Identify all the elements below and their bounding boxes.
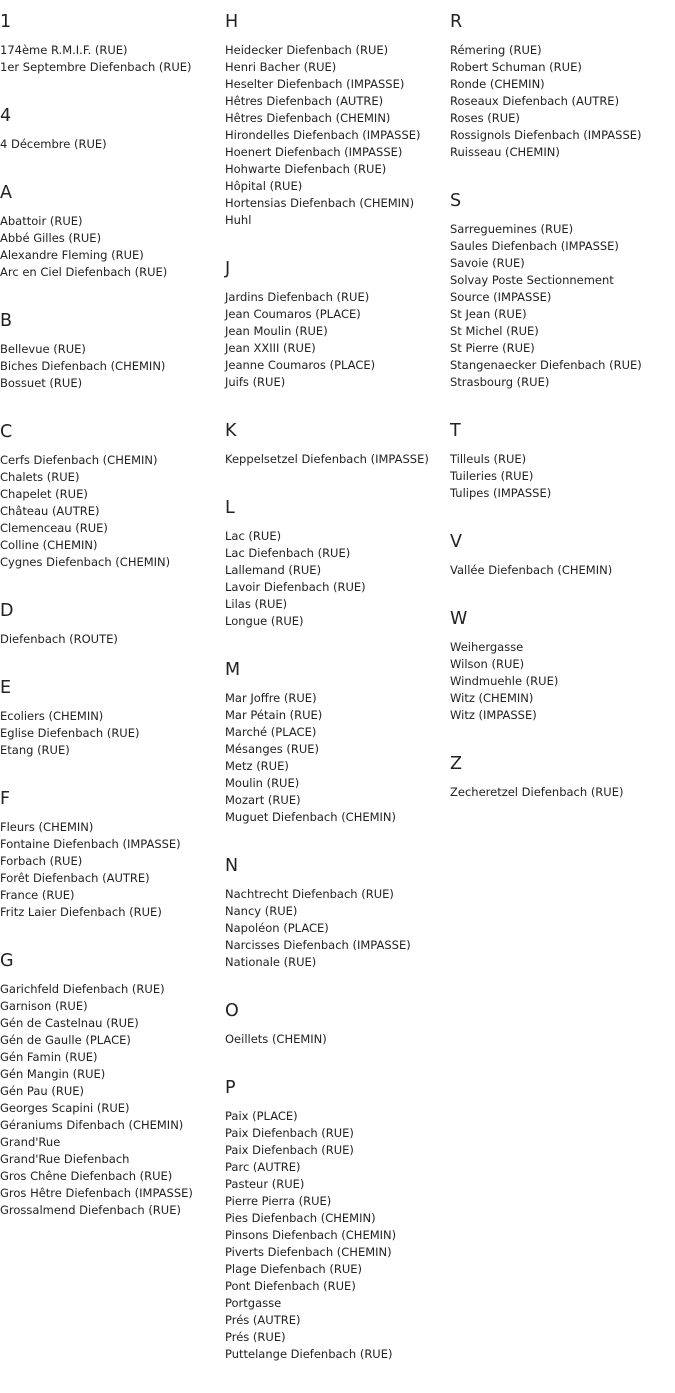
street-link[interactable]: Gén de Gaulle (PLACE) [0,1033,131,1047]
street-link[interactable]: Ronde (CHEMIN) [450,77,545,91]
street-list [225,1031,450,1048]
letter-heading: H [225,12,239,32]
street-link[interactable]: Arc en Ciel Diefenbach (RUE) [0,265,168,279]
street-list [0,213,225,281]
letter-group [450,754,675,801]
street-link[interactable]: Rossignols Diefenbach (IMPASSE) [450,128,642,142]
street-link[interactable]: Gén Pau (RUE) [0,1084,84,1098]
street-link[interactable]: Source (IMPASSE) [450,290,552,304]
street-link[interactable]: Solvay Poste Sectionnement [450,273,614,287]
street-list [225,1108,450,1363]
letter-group [225,1001,450,1048]
letter-group [225,421,450,468]
street-list [0,42,225,76]
street-list [0,981,225,1219]
street-list [450,221,675,391]
street-link[interactable]: Grand'Rue [0,1135,61,1149]
street-link[interactable]: Lilas (RUE) [225,597,288,611]
street-list [225,528,450,630]
letter-heading: O [225,1001,239,1021]
street-link[interactable]: Fontaine Diefenbach (IMPASSE) [0,837,181,851]
letter-heading: A [0,183,12,203]
letter-group [225,259,450,391]
street-link[interactable]: Marché (PLACE) [225,725,317,739]
letter-group [0,678,225,759]
street-link[interactable]: Prés (AUTRE) [225,1313,301,1327]
street-link[interactable]: Keppelsetzel Diefenbach (IMPASSE) [225,452,429,466]
street-list [450,562,675,579]
street-link[interactable]: 4 Décembre (RUE) [0,137,107,151]
street-link[interactable]: Weihergasse [450,640,524,654]
street-link[interactable]: Colline (CHEMIN) [0,538,98,552]
street-link[interactable]: Chapelet (RUE) [0,487,88,501]
letter-group [0,106,225,153]
street-link[interactable]: Hêtres Diefenbach (AUTRE) [225,94,384,108]
street-link[interactable]: Wilson (RUE) [450,657,525,671]
street-link[interactable]: Gros Hêtre Diefenbach (IMPASSE) [0,1186,193,1200]
street-link[interactable]: Tulipes (IMPASSE) [450,486,552,500]
street-link[interactable]: Hoenert Diefenbach (IMPASSE) [225,145,403,159]
street-link[interactable]: Strasbourg (RUE) [450,375,550,389]
street-link[interactable]: Abbé Gilles (RUE) [0,231,102,245]
street-link[interactable]: Portgasse [225,1296,282,1310]
street-link[interactable]: St Pierre (RUE) [450,341,535,355]
street-link[interactable]: Sarreguemines (RUE) [450,222,574,236]
letter-group [0,12,225,76]
street-link[interactable]: France (RUE) [0,888,75,902]
street-link[interactable]: Vallée Diefenbach (CHEMIN) [450,563,613,577]
street-link[interactable]: Muguet Diefenbach (CHEMIN) [225,810,397,824]
letter-heading: W [450,609,468,629]
street-link[interactable]: Alexandre Fleming (RUE) [0,248,144,262]
letter-group [450,532,675,579]
street-list [450,639,675,724]
letter-heading: D [0,601,14,621]
street-link[interactable]: St Michel (RUE) [450,324,539,338]
street-link[interactable]: Jean Moulin (RUE) [225,324,328,338]
street-link[interactable]: Tilleuls (RUE) [450,452,527,466]
index-column [450,0,675,831]
street-link[interactable]: Cygnes Diefenbach (CHEMIN) [0,555,171,569]
street-link[interactable]: 1er Septembre Diefenbach (RUE) [0,60,192,74]
street-link[interactable]: Hôpital (RUE) [225,179,303,193]
street-link[interactable]: Paix Diefenbach (RUE) [225,1126,354,1140]
street-link[interactable]: Huhl [225,213,252,227]
street-link[interactable]: Mar Pétain (RUE) [225,708,323,722]
letter-heading: 4 [0,106,12,126]
street-link[interactable]: Roseaux Diefenbach (AUTRE) [450,94,620,108]
letter-heading: R [450,12,463,32]
letter-heading: M [225,660,241,680]
letter-heading: L [225,498,235,518]
street-link[interactable]: Paix (PLACE) [225,1109,298,1123]
street-link[interactable]: Pont Diefenbach (RUE) [225,1279,356,1293]
letter-group [450,609,675,724]
letter-heading: T [450,421,461,441]
street-link[interactable]: Gén Mangin (RUE) [0,1067,106,1081]
street-link[interactable]: Fritz Laier Diefenbach (RUE) [0,905,162,919]
street-link[interactable]: Lallemand (RUE) [225,563,322,577]
index-column [225,0,450,1393]
street-link[interactable]: Hêtres Diefenbach (CHEMIN) [225,111,391,125]
street-link[interactable]: Savoie (RUE) [450,256,525,270]
street-list [450,784,675,801]
street-link[interactable]: Windmuehle (RUE) [450,674,559,688]
street-link[interactable]: Mozart (RUE) [225,793,301,807]
street-link[interactable]: Pasteur (RUE) [225,1177,305,1191]
street-list [225,42,450,229]
street-link[interactable]: Jean Coumaros (PLACE) [225,307,361,321]
street-link[interactable]: Parc (AUTRE) [225,1160,301,1174]
street-link[interactable]: Nancy (RUE) [225,904,298,918]
street-link[interactable]: Lavoir Diefenbach (RUE) [225,580,366,594]
street-link[interactable]: Hirondelles Diefenbach (IMPASSE) [225,128,421,142]
street-link[interactable]: Grand'Rue Diefenbach [0,1152,130,1166]
street-link[interactable]: Etang (RUE) [0,743,70,757]
street-link[interactable]: Ecoliers (CHEMIN) [0,709,104,723]
letter-group [225,660,450,826]
street-link[interactable]: Plage Diefenbach (RUE) [225,1262,363,1276]
street-link[interactable]: Forbach (RUE) [0,854,83,868]
street-link[interactable]: Moulin (RUE) [225,776,300,790]
letter-heading: C [0,422,13,442]
letter-heading: V [450,532,462,552]
street-link[interactable]: Eglise Diefenbach (RUE) [0,726,140,740]
street-link[interactable]: Mésanges (RUE) [225,742,319,756]
street-link[interactable]: Metz (RUE) [225,759,289,773]
street-link[interactable]: Robert Schuman (RUE) [450,60,582,74]
street-link[interactable]: 174ème R.M.I.F. (RUE) [0,43,128,57]
street-link[interactable]: Napoléon (PLACE) [225,921,329,935]
letter-heading: E [0,678,12,698]
street-link[interactable]: Piverts Diefenbach (CHEMIN) [225,1245,392,1259]
street-link[interactable]: Saules Diefenbach (IMPASSE) [450,239,619,253]
street-link[interactable]: Prés (RUE) [225,1330,286,1344]
street-link[interactable]: Gén de Castelnau (RUE) [0,1016,139,1030]
street-link[interactable]: Heselter Diefenbach (IMPASSE) [225,77,405,91]
street-link[interactable]: Witz (CHEMIN) [450,691,534,705]
street-link[interactable]: Georges Scapini (RUE) [0,1101,130,1115]
street-list [225,451,450,468]
letter-group [450,421,675,502]
letter-group [450,191,675,391]
street-link[interactable]: Pies Diefenbach (CHEMIN) [225,1211,376,1225]
letter-heading: K [225,421,237,441]
street-link[interactable]: Fleurs (CHEMIN) [0,820,94,834]
letter-group [225,1078,450,1363]
street-link[interactable]: Nationale (RUE) [225,955,317,969]
street-link[interactable]: Lac Diefenbach (RUE) [225,546,351,560]
street-link[interactable]: Oeillets (CHEMIN) [225,1032,327,1046]
street-list [0,819,225,921]
street-link[interactable]: Juifs (RUE) [225,375,286,389]
street-link[interactable]: Longue (RUE) [225,614,304,628]
letter-heading: Z [450,754,462,774]
street-list [225,690,450,826]
street-link[interactable]: Grossalmend Diefenbach (RUE) [0,1203,181,1217]
street-link[interactable]: Bossuet (RUE) [0,376,83,390]
street-link[interactable]: Cerfs Diefenbach (CHEMIN) [0,453,158,467]
street-link[interactable]: Mar Joffre (RUE) [225,691,317,705]
letter-group [0,789,225,921]
street-link[interactable]: Diefenbach (ROUTE) [0,632,118,646]
street-link[interactable]: Château (AUTRE) [0,504,100,518]
street-link[interactable]: Tuileries (RUE) [450,469,534,483]
street-list [450,451,675,502]
street-link[interactable]: Stangenaecker Diefenbach (RUE) [450,358,642,372]
letter-heading: P [225,1078,236,1098]
street-list [0,631,225,648]
letter-group [0,601,225,648]
street-list [0,452,225,571]
street-list [225,289,450,391]
street-list [0,708,225,759]
street-link[interactable]: Garichfeld Diefenbach (RUE) [0,982,165,996]
street-link[interactable]: Henri Bacher (RUE) [225,60,337,74]
street-link[interactable]: Biches Diefenbach (CHEMIN) [0,359,166,373]
street-link[interactable]: Garnison (RUE) [0,999,88,1013]
street-link[interactable]: Gros Chêne Diefenbach (RUE) [0,1169,173,1183]
street-link[interactable]: Jardins Diefenbach (RUE) [225,290,370,304]
street-link[interactable]: Zecheretzel Diefenbach (RUE) [450,785,624,799]
street-link[interactable]: Ruisseau (CHEMIN) [450,145,560,159]
street-list [225,886,450,971]
letter-heading: J [225,259,231,279]
street-link[interactable]: Hortensias Diefenbach (CHEMIN) [225,196,415,210]
letter-heading: S [450,191,462,211]
letter-group [225,12,450,229]
street-link[interactable]: Puttelange Diefenbach (RUE) [225,1347,393,1361]
street-link[interactable]: Heidecker Diefenbach (RUE) [225,43,389,57]
street-link[interactable]: Chalets (RUE) [0,470,80,484]
street-link[interactable]: Jeanne Coumaros (PLACE) [225,358,376,372]
street-link[interactable]: Hohwarte Diefenbach (RUE) [225,162,387,176]
letter-group [225,856,450,971]
street-link[interactable]: Jean XXIII (RUE) [225,341,316,355]
letter-group [0,951,225,1219]
street-link[interactable]: Paix Diefenbach (RUE) [225,1143,354,1157]
street-link[interactable]: Rémering (RUE) [450,43,542,57]
street-link[interactable]: Pierre Pierra (RUE) [225,1194,332,1208]
street-link[interactable]: Gén Famin (RUE) [0,1050,98,1064]
letter-heading: G [0,951,14,971]
street-link[interactable]: Narcisses Diefenbach (IMPASSE) [225,938,411,952]
street-list [450,42,675,161]
street-link[interactable]: Lac (RUE) [225,529,282,543]
letter-heading: 1 [0,12,12,32]
street-link[interactable]: Witz (IMPASSE) [450,708,537,722]
street-link[interactable]: Abattoir (RUE) [0,214,83,228]
street-list [0,341,225,392]
street-link[interactable]: Pinsons Diefenbach (CHEMIN) [225,1228,397,1242]
letter-heading: B [0,311,13,331]
street-link[interactable]: Bellevue (RUE) [0,342,86,356]
letter-group [0,422,225,571]
street-link[interactable]: Forêt Diefenbach (AUTRE) [0,871,150,885]
street-list [0,136,225,153]
index-column [0,0,225,1249]
street-link[interactable]: St Jean (RUE) [450,307,527,321]
letter-group [450,12,675,161]
letter-group [0,183,225,281]
letter-group [0,311,225,392]
letter-heading: N [225,856,239,876]
street-link[interactable]: Nachtrecht Diefenbach (RUE) [225,887,394,901]
street-link[interactable]: Clemenceau (RUE) [0,521,108,535]
letter-heading: F [0,789,11,809]
street-link[interactable]: Roses (RUE) [450,111,520,125]
street-link[interactable]: Géraniums Difenbach (CHEMIN) [0,1118,184,1132]
letter-group [225,498,450,630]
